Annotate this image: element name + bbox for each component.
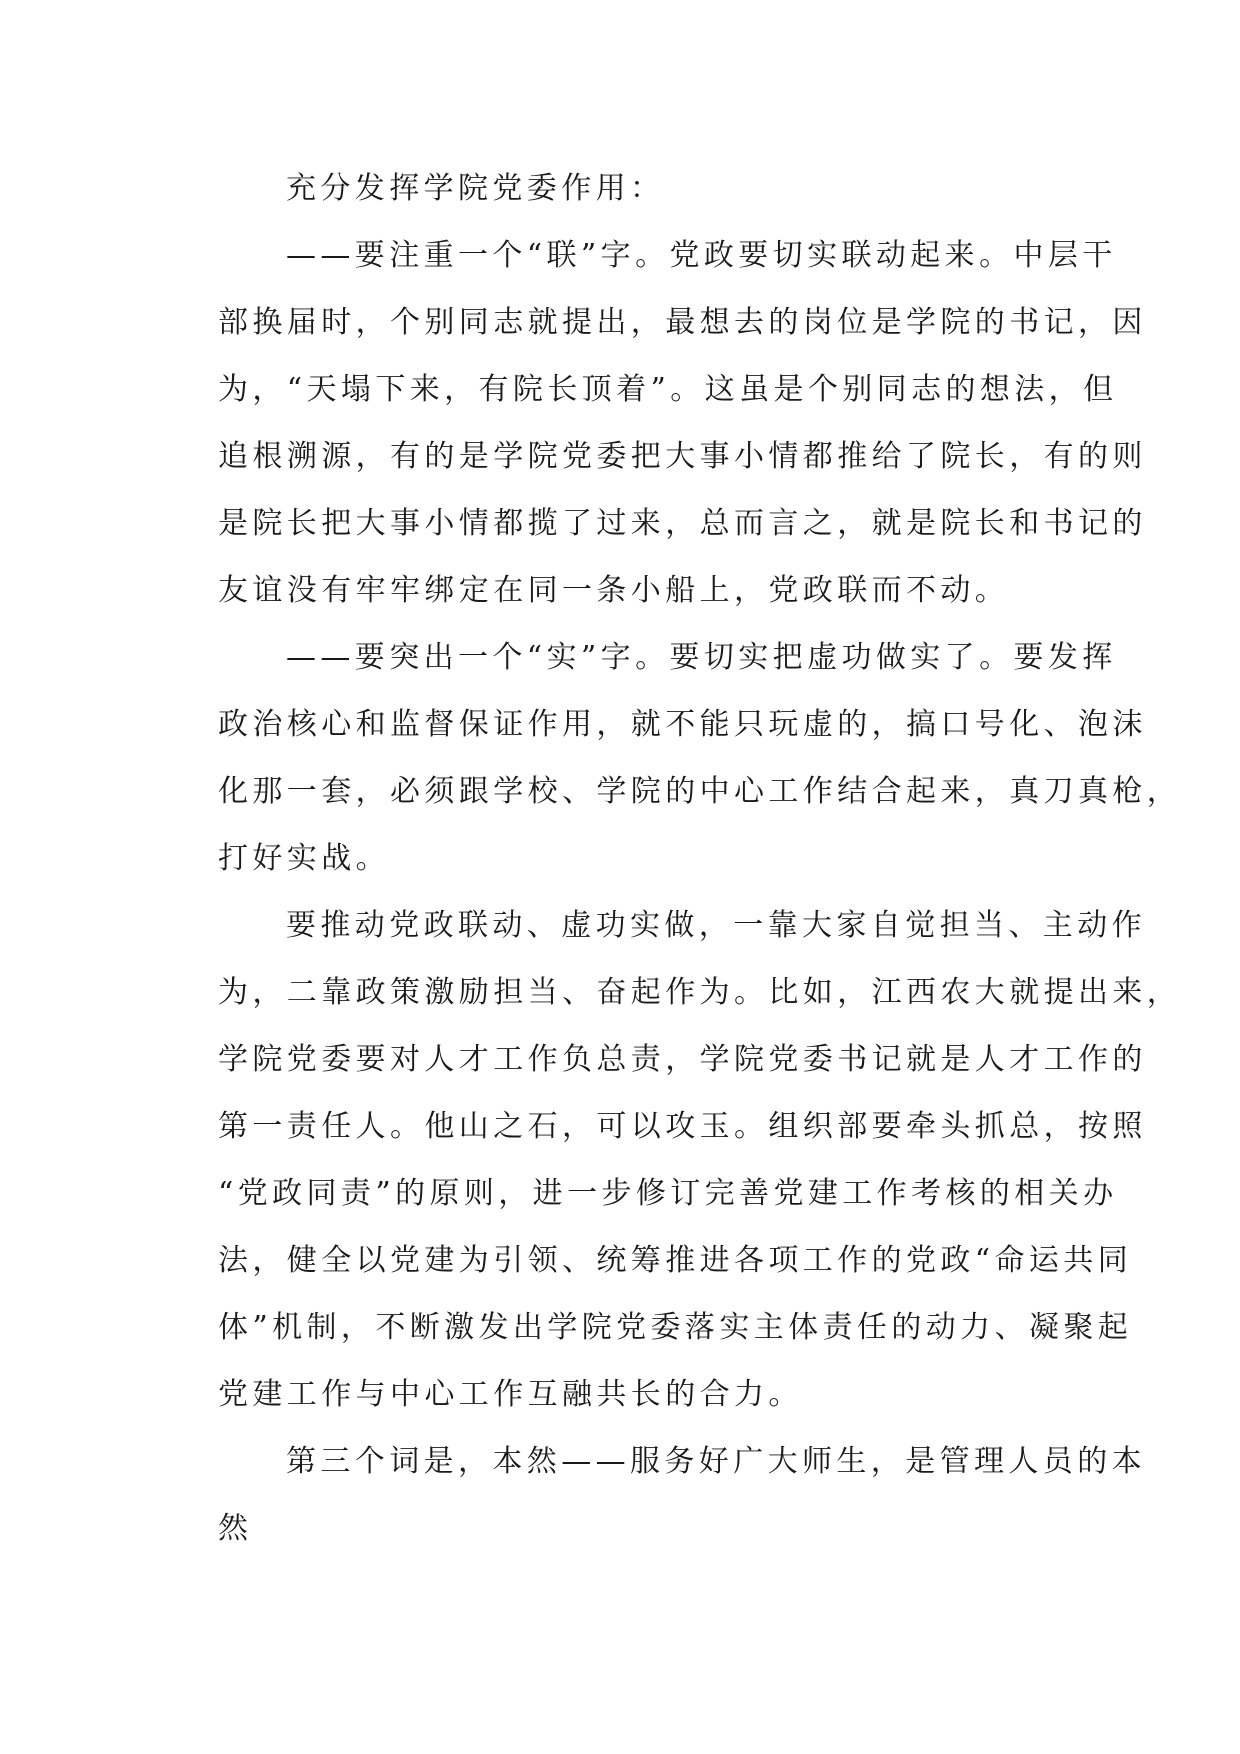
paragraph-third-word xyxy=(158,1428,1146,1562)
text-line: 追根溯源，有的是学院党委把大事小情都推给了院长，有的则 xyxy=(218,439,1147,474)
text-line: 体”机制，不断激发出学院党委落实主体责任的动力、凝聚起 xyxy=(218,1310,1133,1345)
text-line: 打好实战。 xyxy=(218,841,390,876)
text-line: 政治核心和监督保证作用，就不能只玩虚的，搞口号化、泡沫 xyxy=(218,707,1147,742)
text-line: 学院党委要对人才工作负总责，学院党委书记就是人才工作的 xyxy=(218,1042,1147,1077)
text-line: 是院长把大事小情都揽了过来，总而言之，就是院长和书记的 xyxy=(218,506,1147,541)
text-line: 友谊没有牢牢绑定在同一条小船上，党政联而不动。 xyxy=(218,573,1010,608)
paragraph-lian xyxy=(158,222,1147,624)
paragraph-promote xyxy=(158,892,1182,1428)
text-line: ——要突出一个“实”字。要切实把虚功做实了。要发挥 xyxy=(286,640,1117,675)
paragraph-intro xyxy=(158,155,1058,222)
text-line: 法，健全以党建为引领、统筹推进各项工作的党政“命运共同 xyxy=(218,1243,1133,1278)
text-line: 党建工作与中心工作互融共长的合力。 xyxy=(218,1377,803,1412)
text-line: 为，“天塌下来，有院长顶着”。这虽是个别同志的想法，但 xyxy=(218,372,1118,407)
text-line: 第三个词是，本然——服务好广大师生，是管理人员的本 xyxy=(286,1444,1146,1479)
text-line: 部换届时，个别同志就提出，最想去的岗位是学院的书记，因 xyxy=(218,305,1147,340)
text-line: 充分发挥学院党委作用： xyxy=(286,171,665,206)
text-line: 第一责任人。他山之石，可以攻玉。组织部要牵头抓总，按照 xyxy=(218,1109,1147,1144)
paragraph-shi xyxy=(158,624,1182,892)
text-line: “党政同责”的原则，进一步修订完善党建工作考核的相关办 xyxy=(218,1176,1118,1211)
text-line: 然 xyxy=(218,1511,253,1546)
text-line: 化那一套，必须跟学校、学院的中心工作结合起来，真刀真枪， xyxy=(218,774,1182,809)
text-line: 为，二靠政策激励担当、奋起作为。比如，江西农大就提出来， xyxy=(218,975,1182,1010)
text-line: ——要注重一个“联”字。党政要切实联动起来。中层干 xyxy=(286,238,1117,273)
document-body xyxy=(158,155,1182,1562)
text-line: 要推动党政联动、虚功实做，一靠大家自觉担当、主动作 xyxy=(286,908,1146,943)
